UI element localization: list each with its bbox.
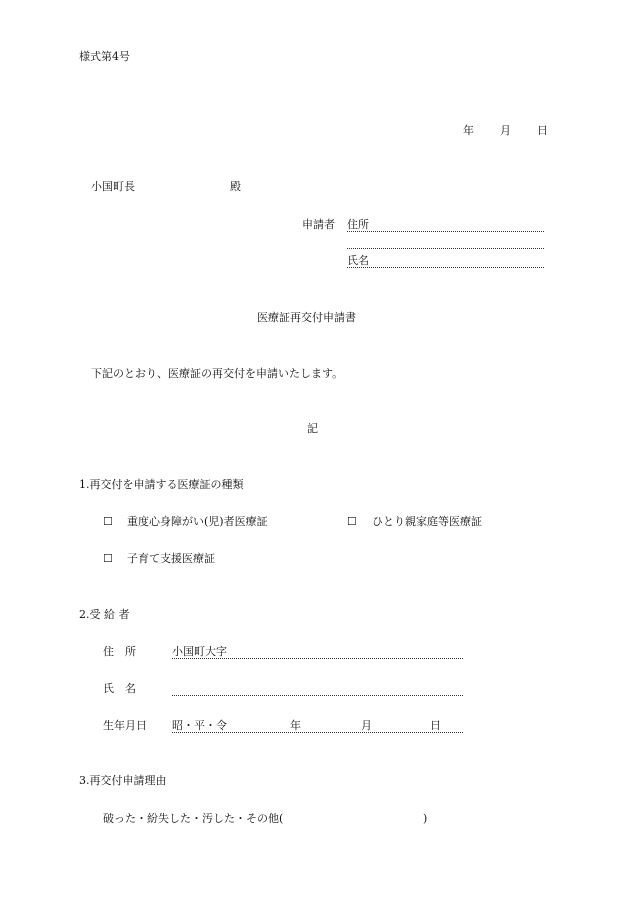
- reason-options: 破った・紛失した・汚した・その他(: [103, 812, 284, 825]
- applicant-name-label: 氏名: [347, 254, 369, 267]
- section1-heading: 1.再交付を申請する医療証の種類: [79, 478, 244, 491]
- applicant-label: 申請者: [302, 218, 335, 231]
- recipient-address-label: 住 所: [103, 645, 136, 658]
- recipient-birth-month: 月: [361, 719, 372, 732]
- form-number: 様式第4号: [79, 50, 130, 63]
- recipient-name-label: 氏 名: [103, 682, 136, 695]
- date-year-label: 年: [463, 124, 474, 137]
- page-title: 医療証再交付申請書: [257, 311, 356, 324]
- applicant-address-line-2[interactable]: [347, 248, 544, 249]
- recipient-birth-label: 生年月日: [103, 719, 147, 732]
- section2-heading: 2.受 給 者: [79, 608, 130, 621]
- option-checkbox-severe-disability[interactable]: ☐: [103, 515, 113, 528]
- applicant-address-line-1[interactable]: [347, 231, 544, 232]
- recipient-birth-line[interactable]: [172, 732, 463, 733]
- date-day-label: 日: [537, 124, 548, 137]
- addressee-name: 小国町長: [91, 180, 135, 193]
- section3-heading: 3.再交付申請理由: [79, 774, 167, 787]
- applicant-name-line[interactable]: [347, 267, 544, 268]
- date-month-label: 月: [500, 124, 511, 137]
- option-label-child-support: 子育て支援医療証: [127, 552, 215, 565]
- option-checkbox-child-support[interactable]: ☐: [103, 552, 113, 565]
- recipient-address-value: 小国町大字: [172, 645, 227, 658]
- ki-label: 記: [307, 422, 318, 435]
- recipient-address-line[interactable]: [172, 658, 463, 659]
- reason-close-paren: ): [423, 812, 428, 825]
- applicant-address-label: 住所: [347, 218, 369, 231]
- option-checkbox-single-parent[interactable]: ☐: [347, 515, 357, 528]
- recipient-name-line[interactable]: [172, 695, 463, 696]
- recipient-birth-year: 年: [290, 719, 301, 732]
- recipient-birth-day: 日: [430, 719, 441, 732]
- recipient-birth-era: 昭・平・令: [172, 719, 227, 732]
- option-label-single-parent: ひとり親家庭等医療証: [372, 515, 482, 528]
- addressee-honorific: 殿: [230, 180, 241, 193]
- option-label-severe-disability: 重度心身障がい(児)者医療証: [127, 515, 268, 528]
- intro-text: 下記のとおり、医療証の再交付を申請いたします。: [91, 367, 344, 380]
